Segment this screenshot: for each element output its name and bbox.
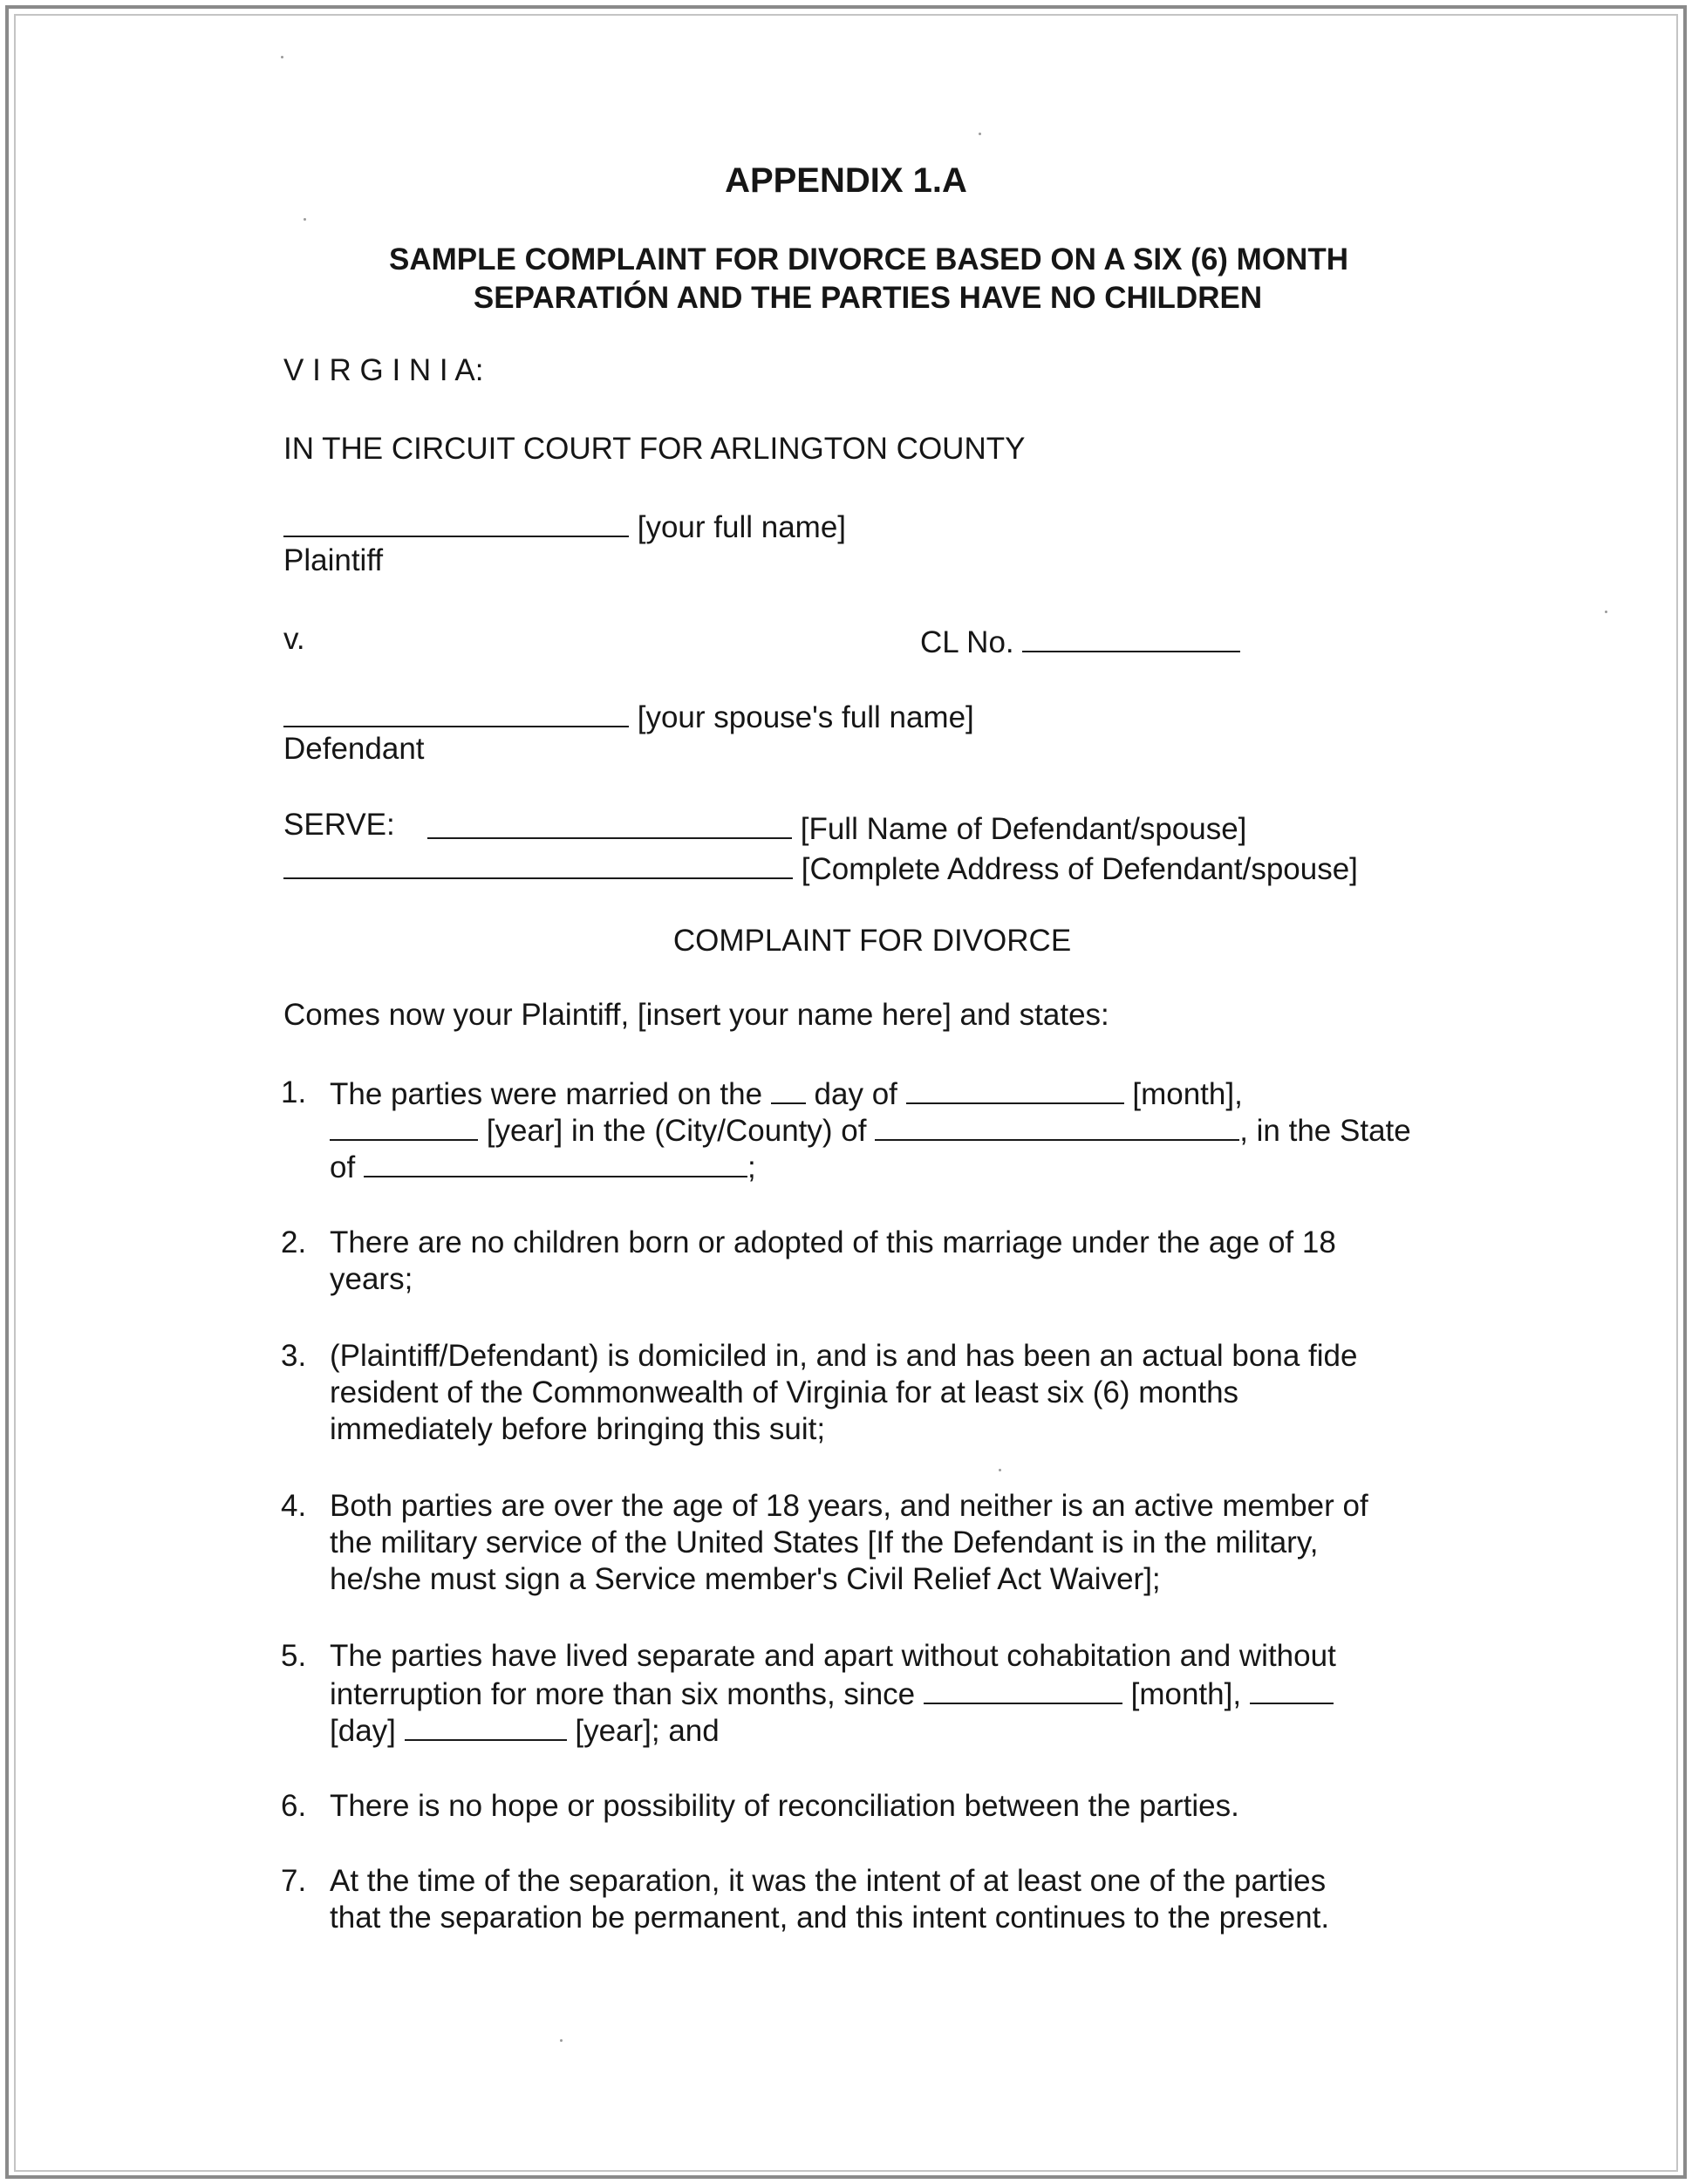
item-number: 1.	[281, 1075, 307, 1109]
item-number: 3.	[281, 1339, 307, 1373]
marriage-state-blank[interactable]	[364, 1148, 747, 1177]
marriage-city-blank[interactable]	[875, 1111, 1239, 1141]
serve-name-blank[interactable]	[427, 809, 792, 839]
item-1-text: of	[330, 1150, 356, 1184]
item-number: 2.	[281, 1225, 307, 1259]
item-5-line-2	[330, 1675, 1334, 1713]
item-1-line-2	[330, 1111, 1411, 1150]
marriage-month-blank[interactable]	[906, 1075, 1124, 1104]
scan-speck	[304, 218, 306, 221]
item-number: 4.	[281, 1489, 307, 1523]
item-1-text: , in the State	[1239, 1114, 1411, 1148]
item-5-text: [month],	[1130, 1677, 1242, 1711]
intro-statement: Comes now your Plaintiff, [insert your name here] and states:	[283, 998, 1109, 1032]
item-2-line: years;	[330, 1262, 413, 1296]
item-7-line: that the separation be permanent, and this intent continues to the present.	[330, 1901, 1330, 1935]
item-1-line-1	[330, 1075, 1243, 1113]
court-heading: IN THE CIRCUIT COURT FOR ARLINGTON COUNTY	[283, 432, 1026, 466]
defendant-label: Defendant	[283, 732, 425, 766]
item-5-text: interruption for more than six months, since	[330, 1677, 916, 1711]
separation-day-blank[interactable]	[1250, 1675, 1334, 1704]
complaint-title: COMPLAINT FOR DIVORCE	[672, 924, 1072, 958]
subtitle-line-2: SEPARATIÓN AND THE PARTIES HAVE NO CHILDREN	[473, 281, 1263, 315]
marriage-year-blank[interactable]	[330, 1111, 478, 1141]
item-7-line: At the time of the separation, it was the intent of at least one of the parties	[330, 1864, 1327, 1898]
item-1-text: The parties were married on the	[330, 1077, 763, 1111]
case-number-line	[920, 623, 1240, 661]
item-number: 5.	[281, 1639, 307, 1673]
case-number-blank[interactable]	[1022, 623, 1240, 652]
scan-speck	[560, 2039, 563, 2042]
plaintiff-name-line	[283, 508, 846, 546]
item-3-line: immediately before bringing this suit;	[330, 1412, 826, 1446]
plaintiff-name-hint: [your full name]	[637, 510, 847, 544]
item-3-line: resident of the Commonwealth of Virginia for at least six (6) months	[330, 1375, 1239, 1409]
serve-address-hint: [Complete Address of Defendant/spouse]	[801, 852, 1358, 886]
separation-month-blank[interactable]	[924, 1675, 1122, 1704]
scan-speck	[281, 56, 283, 58]
defendant-name-hint: [your spouse's full name]	[637, 700, 974, 734]
item-1-text: [month],	[1132, 1077, 1243, 1111]
item-4-line: Both parties are over the age of 18 years, and neither is an active member of	[330, 1489, 1368, 1523]
item-1-text: [year] in the (City/County) of	[486, 1114, 867, 1148]
serve-address-blank[interactable]	[283, 850, 793, 879]
item-1-text: day of	[814, 1077, 897, 1111]
item-2-line: There are no children born or adopted of this marriage under the age of 18	[330, 1225, 1336, 1259]
item-1-text: ;	[747, 1150, 756, 1184]
item-number: 7.	[281, 1864, 307, 1898]
item-1-line-3	[330, 1148, 756, 1186]
serve-name-line	[427, 809, 1246, 848]
item-5-line-1: The parties have lived separate and apart without cohabitation and without	[330, 1639, 1336, 1673]
appendix-title: APPENDIX 1.A	[725, 161, 967, 200]
item-4-line: he/she must sign a Service member's Civil Relief Act Waiver];	[330, 1562, 1161, 1596]
marriage-day-blank[interactable]	[771, 1075, 806, 1104]
item-5-text: [day]	[330, 1714, 396, 1748]
versus-label: v.	[283, 622, 305, 656]
scan-speck	[1605, 611, 1607, 613]
defendant-name-blank[interactable]	[283, 698, 629, 727]
serve-name-hint: [Full Name of Defendant/spouse]	[800, 812, 1247, 846]
item-4-line: the military service of the United States [If the Defendant is in the military,	[330, 1525, 1319, 1560]
case-number-label: CL No.	[920, 625, 1014, 659]
subtitle-line-1: SAMPLE COMPLAINT FOR DIVORCE BASED ON A SIX (6) MONTH	[389, 242, 1348, 276]
serve-label: SERVE:	[283, 808, 395, 842]
scan-speck	[979, 133, 981, 135]
item-6-line: There is no hope or possibility of reconciliation between the parties.	[330, 1789, 1239, 1823]
scan-speck	[999, 1469, 1001, 1471]
item-5-line-3	[330, 1711, 720, 1750]
plaintiff-label: Plaintiff	[283, 543, 384, 577]
separation-year-blank[interactable]	[405, 1711, 567, 1741]
plaintiff-name-blank[interactable]	[283, 508, 629, 537]
item-3-line: (Plaintiff/Defendant) is domiciled in, and is and has been an actual bona fide	[330, 1339, 1358, 1373]
serve-address-line	[283, 850, 1358, 888]
item-5-text: [year]; and	[575, 1714, 720, 1748]
state-heading: V I R G I N I A:	[283, 353, 484, 387]
item-number: 6.	[281, 1789, 307, 1823]
